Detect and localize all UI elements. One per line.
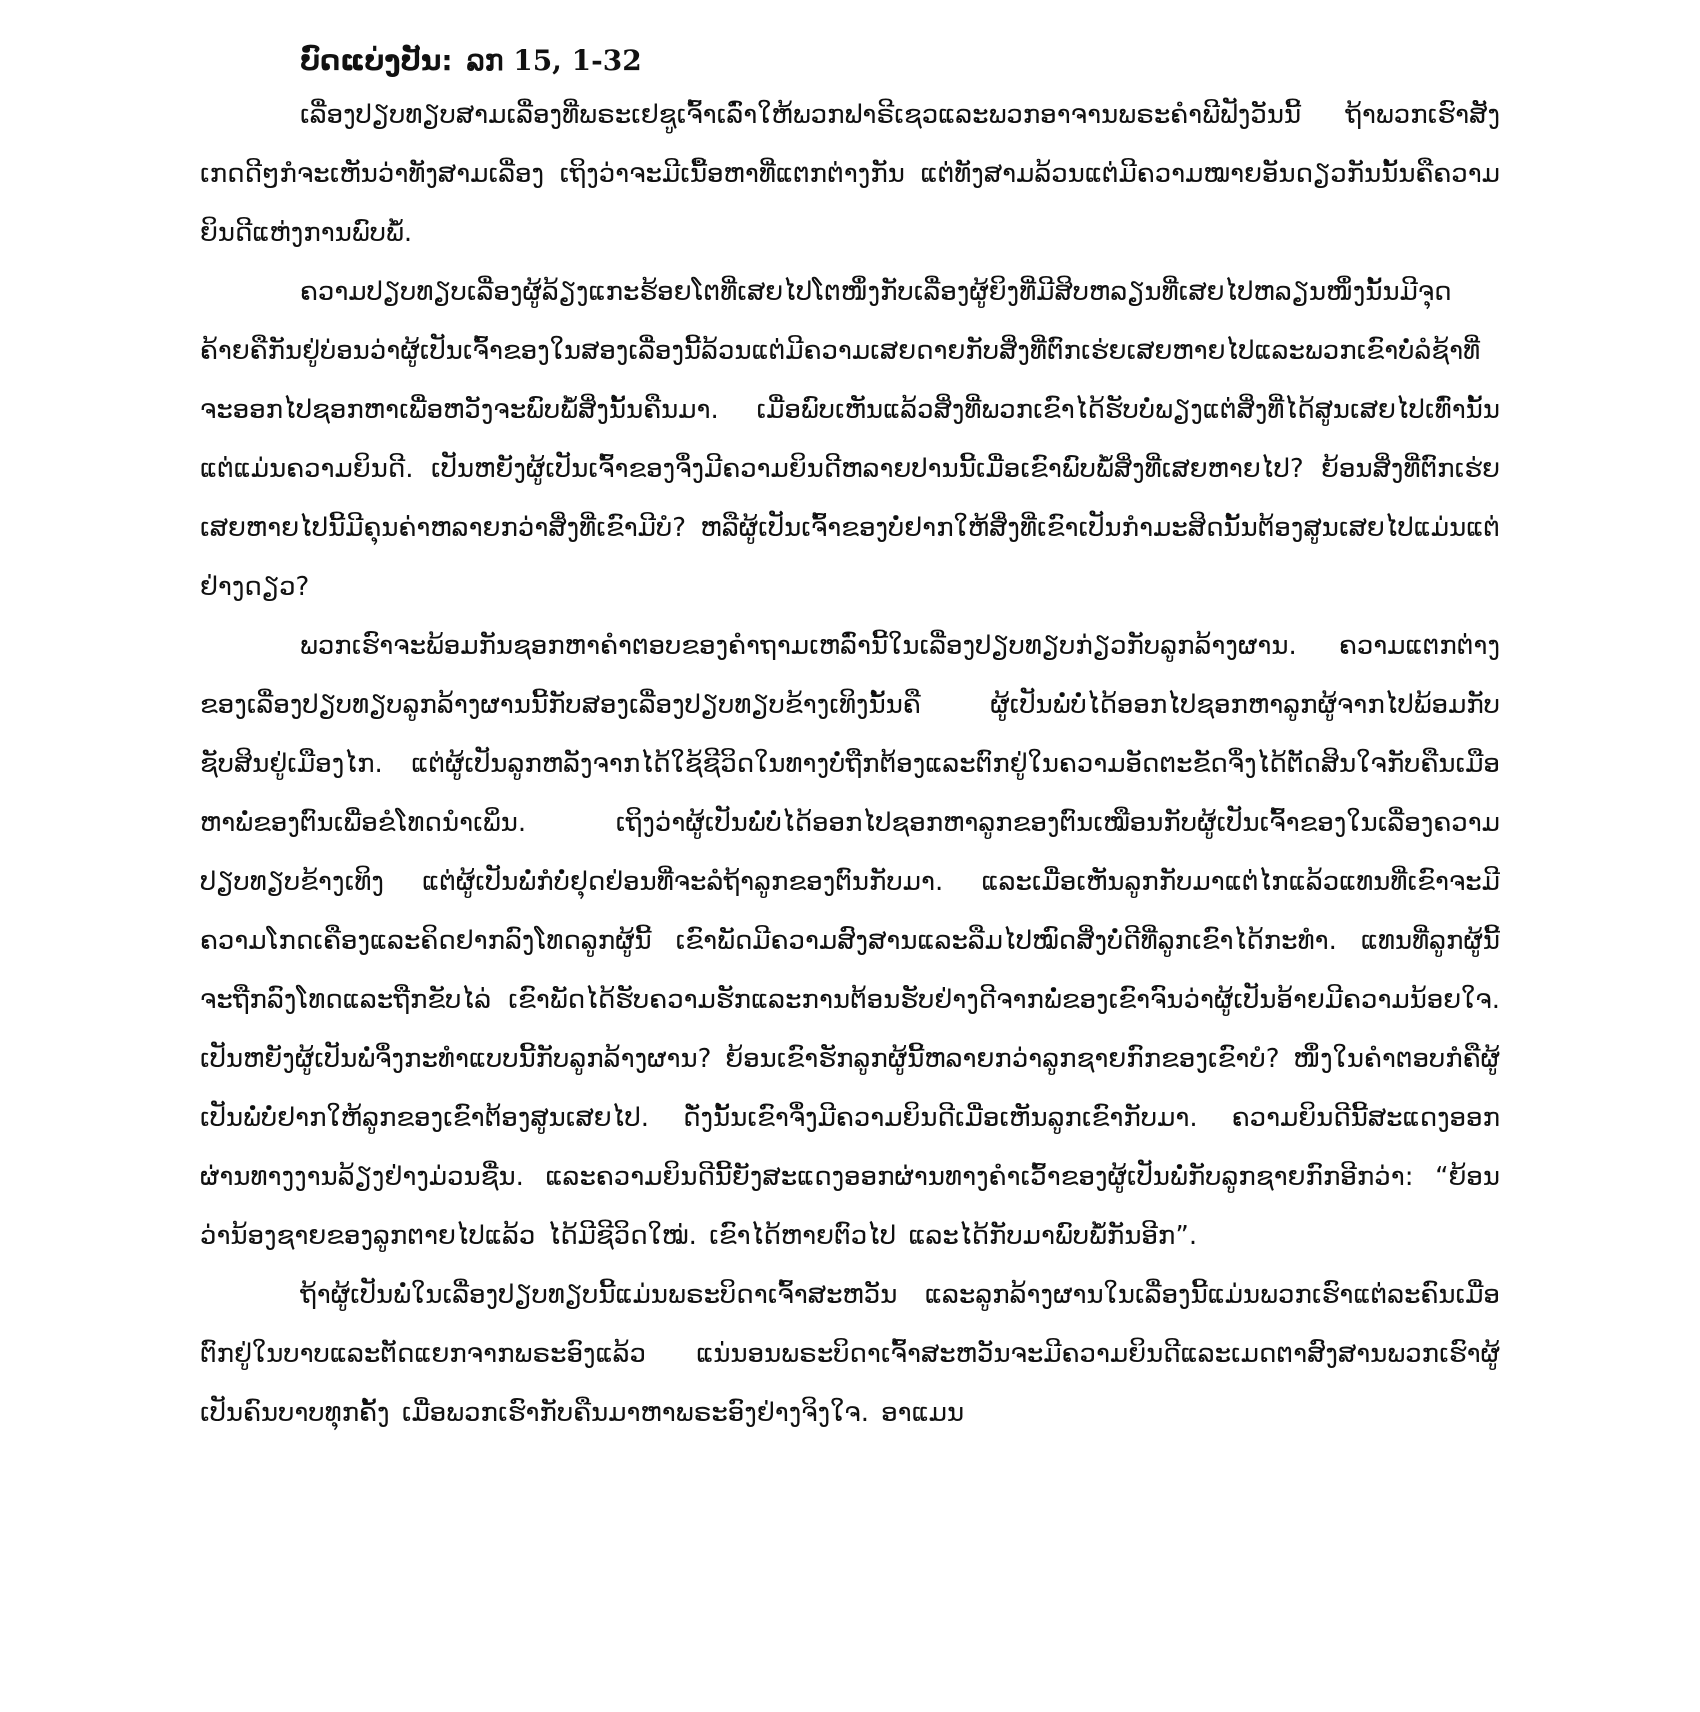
scripture-reference: ລກ 15, 1-32 [466,44,642,77]
heading-title: ບົດແບ່ງປັນ: [300,44,453,77]
document-page [200,36,1500,1443]
page-heading [300,36,1500,86]
paragraph-1: ເລື່ອງປຽບທຽບສາມເລື່ອງທີ່ພຣະເຢຊູເຈົ້າເລົ່າໃຫ້ພວກຟາຣີເຊວແລະພວກອາຈານພຣະຄໍາພີຟັງວັນນີ້ ຖ້າພວກເຮົາສັງເກດດີໆກໍຈະເຫັນວ່າທັງສາມເລື່ອງ ເຖິງວ່າຈະມີເນື້ອຫາທີ່ແຕກຕ່າງກັນ ແຕ່ທັງສາມລ້ວນແຕ່ມີຄວາມໝາຍອັນດຽວກັນນັ້ນຄືຄວາມຍິນດີແຫ່ງການພົບພໍ້. [200,100,1500,248]
paragraph-4: ຖ້າຜູ້ເປັນພໍ່ໃນເລື່ອງປຽບທຽບນີ້ແມ່ນພຣະບິດາເຈົ້າສະຫວັນ ແລະລູກລ້າງຜານໃນເລື່ອງນີ້ແມ່ນພວກເຮົາແຕ່ລະຄົນເມື່ອຕົກຢູ່ໃນບາບແລະຕັດແຍກຈາກພຣະອົງແລ້ວ ແນ່ນອນພຣະບິດາເຈົ້າສະຫວັນຈະມີຄວາມຍິນດີແລະເມດຕາສົງສານພວກເຮົາຜູ້ເປັນຄົນບາບທຸກຄັ້ງ ເມື່ອພວກເຮົາກັບຄືນມາຫາພຣະອົງຢ່າງຈິງໃຈ. ອາແມນ [200,1280,1500,1428]
paragraph-2: ຄວາມປຽບທຽບເລື່ອງຜູ້ລ້ຽງແກະຮ້ອຍໂຕທີ່ເສຍໄປໂຕໜຶ່ງກັບເລື່ອງຜູ້ຍິງທີ່ມີສິບຫລຽນທີ່ເສຍໄປຫລຽນໜຶ່ງນັ້ນມີຈຸດຄ້າຍຄືກັນຢູ່ບ່ອນວ່າຜູ້ເປັນເຈົ້າຂອງໃນສອງເລື່ອງນີ້ລ້ວນແຕ່ມີຄວາມເສຍດາຍກັບສິ່ງທີ່ຕົກເຮ່ຍເສຍຫາຍໄປແລະພວກເຂົາບໍ່ລໍຊ້າທີ່ຈະອອກໄປຊອກຫາເພື່ອຫວັງຈະພົບພໍ້ສິ່ງນັ້ນຄືນມາ. ເມື່ອພົບເຫັນແລ້ວສິ່ງທີ່ພວກເຂົາໄດ້ຮັບບໍ່ພຽງແຕ່ສິ່ງທີ່ໄດ້ສູນເສຍໄປເທົ່ານັ້ນແຕ່ແມ່ນຄວາມຍິນດີ. ເປັນຫຍັງຜູ້ເປັນເຈົ້າຂອງຈຶ່ງມີຄວາມຍິນດີຫລາຍປານນີ້ເມື່ອເຂົາພົບພໍ້ສິ່ງທີ່ເສຍຫາຍໄປ? ຍ້ອນສິ່ງທີ່ຕົກເຮ່ຍເສຍຫາຍໄປນີ້ມີຄຸນຄ່າຫລາຍກວ່າສິ່ງທີ່ເຂົາມີບໍ? ຫລືຜູ້ເປັນເຈົ້າຂອງບໍ່ຢາກໃຫ້ສິ່ງທີ່ເຂົາເປັນກໍາມະສິດນັ້ນຕ້ອງສູນເສຍໄປແມ່ນແຕ່ຢ່າງດຽວ? [200,277,1500,602]
paragraph-3: ພວກເຮົາຈະພ້ອມກັນຊອກຫາຄໍາຕອບຂອງຄໍາຖາມເຫລົ່ານີ້ໃນເລື່ອງປຽບທຽບກ່ຽວກັບລູກລ້າງຜານ. ຄວາມແຕກຕ່າງຂອງເລື່ອງປຽບທຽບລູກລ້າງຜານນີ້ກັບສອງເລື່ອງປຽບທຽບຂ້າງເທິງນັ້ນຄື ຜູ້ເປັນພໍ່ບໍ່ໄດ້ອອກໄປຊອກຫາລູກຜູ້ຈາກໄປພ້ອມກັບຊັບສິນຢູ່ເມືອງໄກ. ແຕ່ຜູ້ເປັນລູກຫລັງຈາກໄດ້ໃຊ້ຊີວິດໃນທາງບໍ່ຖືກຕ້ອງແລະຕົກຢູ່ໃນຄວາມອັດຕະຂັດຈຶ່ງໄດ້ຕັດສິນໃຈກັບຄືນເມືອຫາພໍ່ຂອງຕົນເພື່ອຂໍໂທດນໍາເພິ່ນ. ເຖິງວ່າຜູ້ເປັນພໍ່ບໍ່ໄດ້ອອກໄປຊອກຫາລູກຂອງຕົນເໝືອນກັບຜູ້ເປັນເຈົ້າຂອງໃນເລື່ອງຄວາມປຽບທຽບຂ້າງເທິງ ແຕ່ຜູ້ເປັນພໍ່ກໍບໍ່ຢຸດຢ່ອນທີ່ຈະລໍຖ້າລູກຂອງຕົນກັບມາ. ແລະເມື່ອເຫັນລູກກັບມາແຕ່ໄກແລ້ວແທນທີ່ເຂົາຈະມີຄວາມໂກດເຄືອງແລະຄິດຢາກລົງໂທດລູກຜູ້ນີ້ ເຂົາພັດມີຄວາມສົງສານແລະລືມໄປໝົດສິ່ງບໍ່ດີທີ່ລູກເຂົາໄດ້ກະທໍາ. ແທນທີ່ລູກຜູ້ນີ້ຈະຖືກລົງໂທດແລະຖືກຂັບໄລ່ ເຂົາພັດໄດ້ຮັບຄວາມຮັກແລະການຕ້ອນຮັບຢ່າງດີຈາກພໍ່ຂອງເຂົາຈົນວ່າຜູ້ເປັນອ້າຍມີຄວາມນ້ອຍໃຈ. ເປັນຫຍັງຜູ້ເປັນພໍ່ຈຶ່ງກະທໍາແບບນີ້ກັບລູກລ້າງຜານ? ຍ້ອນເຂົາຮັກລູກຜູ້ນີ້ຫລາຍກວ່າລູກຊາຍກົກຂອງເຂົາບໍ? ໜຶ່ງໃນຄໍາຕອບກໍຄືຜູ້ເປັນພໍ່ບໍ່ຢາກໃຫ້ລູກຂອງເຂົາຕ້ອງສູນເສຍໄປ. ດັ່ງນັ້ນເຂົາຈຶ່ງມີຄວາມຍິນດີເມື່ອເຫັນລູກເຂົາກັບມາ. ຄວາມຍິນດີນີ້ສະແດງອອກຜ່ານທາງງານລ້ຽງຢ່າງມ່ວນຊື່ນ. ແລະຄວາມຍິນດີນີ້ຍັງສະແດງອອກຜ່ານທາງຄໍາເວົ້າຂອງຜູ້ເປັນພໍ່ກັບລູກຊາຍກົກອີກວ່າ: “ຍ້ອນວ່ານ້ອງຊາຍຂອງລູກຕາຍໄປແລ້ວ ໄດ້ມີຊີວິດໃໝ່. ເຂົາໄດ້ຫາຍຕົວໄປ ແລະໄດ້ກັບມາພົບພໍ້ກັນອີກ”. [200,631,1500,1251]
